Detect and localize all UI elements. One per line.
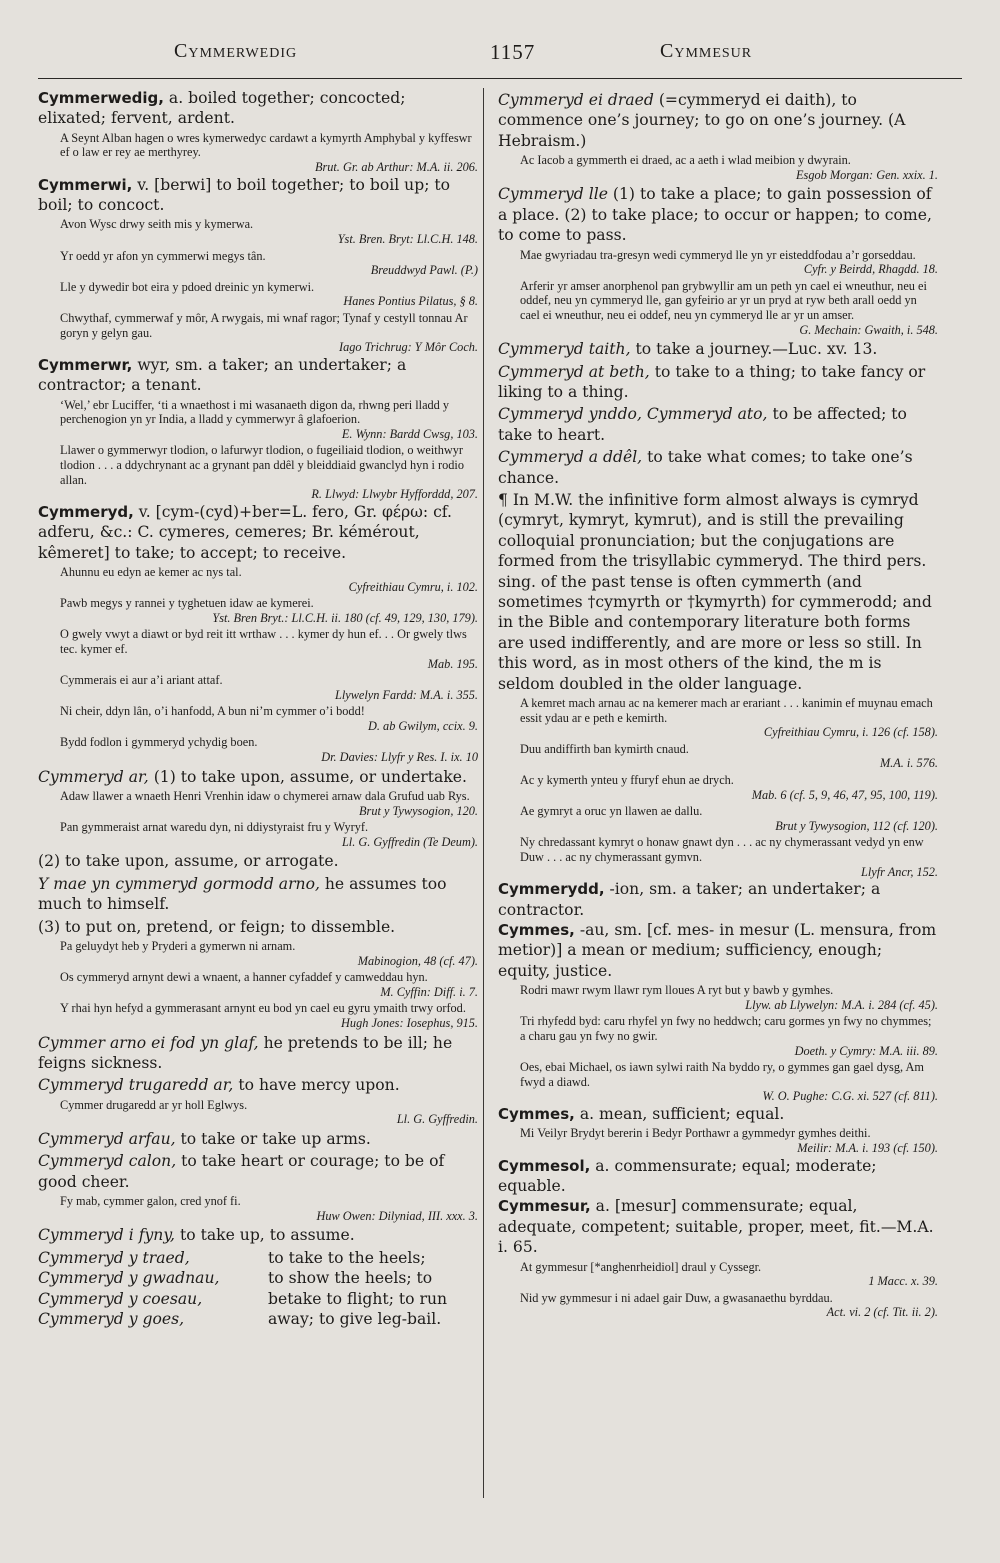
phrase: Y mae yn cymmeryd gormodd arno, (38, 874, 320, 893)
columns (38, 88, 962, 1548)
citation-text: Pan gymmeraist arnat waredu dyn, ni ddiystyraist fru y Wyryf. (60, 820, 369, 835)
citation (498, 983, 938, 1012)
citation-source: M.A. i. 576. (879, 756, 938, 771)
phrase-definition: to be affected; to take to heart. (498, 405, 907, 444)
citation (38, 311, 478, 355)
citation-text: Ae gymryt a oruc yn llawen ae dallu. (520, 804, 703, 819)
synonym-brace-group (38, 1248, 478, 1330)
phrase: Cymmeryd a ddêl, (498, 448, 643, 467)
phrase-definition: (1) to take upon, assume, or undertake. (148, 767, 467, 786)
citation (38, 280, 478, 309)
citation-text: A Seynt Alban hagen o wres kymerwedyc cardawt a kymyrth Amphybal y kyffeswr ef o law er rey ae merthyrey. (60, 130, 472, 160)
citation-text: Rodri mawr rwym llawr rym lloues A ryt but y bawb y gymhes. (520, 983, 834, 998)
citation-text: Yr oedd yr afon yn cymmerwi megys tân. (60, 248, 266, 263)
citation-source: Iago Trichrug: Y Môr Coch. (338, 340, 478, 355)
citation-source: Meilir: M.A. i. 193 (cf. 150). (797, 1141, 938, 1155)
citation (498, 1291, 938, 1320)
citation-source: Llywelyn Fardd: M.A. i. 355. (335, 687, 478, 702)
citation (498, 804, 938, 833)
phrase: Cymmer arno ei fod yn glaf, (38, 1033, 259, 1052)
citation-source: Brut y Tywysogion, 120. (359, 803, 478, 818)
phrase: Cymmeryd i fyny, (38, 1226, 176, 1245)
citation-source: Mabinogion, 48 (cf. 47). (357, 953, 478, 968)
column-divider (483, 88, 484, 1498)
sub-sense (38, 917, 478, 937)
phrase: Cymmeryd calon, (38, 1152, 177, 1171)
citation-text: Ac y kymerth ynteu y ffuryf ehun ae drych. (520, 773, 734, 788)
citation (38, 627, 478, 671)
citation-text: Fy mab, cymmer galon, cred ynof fi. (60, 1194, 241, 1209)
citation-text: Arferir yr amser anorphenol pan grybwyllir am un peth yn cael ei wneuthur, neu ei oddef, neu yn cymmeryd lle, gan gyfeirio ar yr un pryd at ryw beth arall oedd yn cael ei wneuthur, neu ei oddef, neu yn cymmeryd lle ar yr un amser. (520, 278, 927, 322)
phrase-definition: to take heart or courage; to be of good cheer. (38, 1152, 445, 1191)
citation-text: Chwythaf, cymmerwaf y môr, A rwygais, mi wnaf ragor; Tynaf y cestyll tonnau Ar goryn y gelyn gau. (60, 310, 468, 340)
sub-sense (38, 1151, 478, 1192)
phrase-definition: ¶ In M.W. the infinitive form almost always is cymryd (cymryt, kymryt, kymrut), and is still the prevailing colloquial pronunciation; but the conjugations are formed from the trisyllabic cymmeryd. The third pers. sing. of the past tense is often cymmerth (and sometimes †cymyrth or †kymyrth) for cymmerodd; and in the Bible and contemporary literature both forms are used indifferently, and are more or less so still. In this word, as in most others of the kind, the m is seldom doubled in the older language. (498, 491, 932, 693)
entry-definition: a. boiled together; concocted; elixated; fervent, ardent. (38, 89, 406, 128)
citation (498, 1260, 938, 1289)
phrase-definition: he assumes too much to himself. (38, 874, 447, 914)
headword: Cymmesol, (498, 1156, 591, 1175)
citation-source: M. Cyffin: Diff. i. 7. (380, 984, 478, 999)
citation-text: Lle y dywedir bot eira y pdoed dreinic yn kymerwi. (60, 279, 315, 294)
citation (498, 279, 938, 337)
citation-text: ‘Wel,’ ebr Luciffer, ‘ti a wnaethost i mi wasanaeth digon da, rhwng peri lladd y perchenogion yn yr India, a lladd y cymmerwyr â glafoerion. (60, 397, 450, 427)
citation (38, 673, 478, 702)
citation-source: Ll. G. Gyffredin (Te Deum). (341, 834, 478, 849)
citation (38, 939, 478, 968)
page-number: 1157 (490, 40, 536, 64)
citation-text: Os cymmeryd arnynt dewi a wnaent, a hanner cyfaddef y camweddau hyn. (60, 970, 428, 985)
citation-text: Mi Veilyr Brydyt bererin i Bedyr Porthawr a gymmedyr gymhes deithi. (520, 1126, 871, 1141)
running-header (38, 40, 962, 70)
entry-definition: wyr, sm. a taker; an undertaker; a contractor; a tenant. (38, 355, 407, 395)
headword: Cymmerwr, (38, 355, 133, 374)
phrase-definition: to take what comes; to take one’s chance. (498, 448, 913, 487)
phrase-definition: (3) to put on, pretend, or feign; to dissemble. (38, 917, 396, 936)
citation-source: Cyfreithiau Cymru, i. 102. (348, 579, 478, 594)
entry (498, 1104, 938, 1124)
citation-text: At gymmesur [*anghenrheidiol] draul y Cyssegr. (520, 1259, 762, 1274)
left-column (38, 88, 478, 1329)
brace-phrase: Cymmeryd y traed, (38, 1248, 190, 1267)
citation-text: Tri rhyfedd byd: caru rhyfel yn fwy no heddwch; caru gormes yn fwy no chymmes; a charu gau yn fwy no gwir. (520, 1014, 932, 1044)
headword: Cymmeryd, (38, 502, 134, 521)
citation-text: Pawb megys y rannei y tyghetuen idaw ae kymerei. (60, 596, 314, 611)
citation-text: O gwely vwyt a diawt or byd reit itt wrthaw . . . kymer dy hun ef. . . Or gwely tlws tec. kymer ef. (60, 627, 467, 656)
citation-source: Esgob Morgan: Gen. xxix. 1. (796, 167, 938, 182)
entry-definition: v. [berwi] to boil together; to boil up; to boil; to concoct. (38, 175, 451, 214)
citation (38, 596, 478, 625)
citation-text: Pa geluydyt heb y Pryderi a gymerwn ni arnam. (60, 939, 296, 954)
headword: Cymmes, (498, 1105, 575, 1123)
sub-sense (38, 767, 478, 787)
brace-phrase: Cymmeryd y goes, (38, 1310, 185, 1329)
phrase-definition: (2) to take upon, assume, or arrogate. (38, 852, 339, 871)
brace-meaning-line: to show the heels; to (268, 1269, 433, 1288)
citation (38, 735, 478, 764)
citation-source: W. O. Pughe: C.G. xi. 527 (cf. 811). (762, 1089, 938, 1104)
brace-phrases (38, 1248, 258, 1330)
citation-source: Hanes Pontius Pilatus, § 8. (343, 294, 478, 309)
entry (38, 355, 478, 396)
citation-source: Brut y Tywysogion, 112 (cf. 120). (775, 818, 938, 833)
citation-text: Bydd fodlon i gymmeryd ychydig boen. (60, 735, 258, 750)
entry (498, 1156, 938, 1197)
citation-source: Llyfr Ancr, 152. (861, 864, 938, 879)
citation-source: Mab. 195. (427, 656, 478, 671)
phrase-definition: to take or take up arms. (175, 1130, 371, 1149)
citation-text: Cymmer drugaredd ar yr holl Eglwys. (60, 1097, 248, 1112)
headword: Cymmes, (498, 921, 575, 940)
citation (498, 153, 938, 182)
citation-text: Mae gwyriadau tra-gresyn wedi cymmeryd lle yn yr eisteddfodau a’r gorseddau. (520, 247, 916, 262)
citation-source: Doeth. y Cymry: M.A. iii. 89. (794, 1043, 938, 1058)
phrase: Cymmeryd lle (498, 185, 608, 204)
sub-sense (498, 404, 938, 445)
citation (38, 1194, 478, 1223)
citation (498, 773, 938, 802)
sub-sense (498, 362, 938, 403)
headword: Cymmerydd, (498, 880, 605, 899)
headword: Cymmerwi, (38, 175, 133, 194)
citation-text: Cymmerais ei aur a’i ariant attaf. (60, 673, 223, 688)
sub-sense (38, 1075, 478, 1095)
sub-sense (498, 90, 938, 151)
entry (498, 879, 938, 920)
citation (498, 1060, 938, 1104)
entry (498, 920, 938, 981)
phrase: Cymmeryd taith, (498, 340, 631, 359)
citation-source: Ll. G. Gyffredin. (396, 1112, 478, 1127)
citation-text: Ny chredassant kymryt o honaw gnawt dyn . . . ac ny chymerassant vedyd yn enw Duw . . . ac ny chymerassant gymvn. (520, 835, 924, 865)
citation (38, 1098, 478, 1127)
brace-phrase: Cymmeryd y gwadnau, (38, 1269, 220, 1288)
header-right-guideword: Cymmesur (660, 40, 753, 62)
phrase: Cymmeryd at beth, (498, 362, 650, 381)
header-left-guideword: Cymmerwedig (174, 40, 298, 62)
citation-source: Act. vi. 2 (cf. Tit. ii. 2). (826, 1305, 938, 1320)
citation-text: Llawer o gymmerwyr tlodion, o lafurwyr tlodion, o fugeiliaid tlodion, o weithwyr tlodion . . . a ddychrynant ac a grynant pan ddêl y bleiddiaid gwanclyd hyn i rodio allan. (60, 443, 464, 487)
phrase: Cymmeryd ynddo, Cymmeryd ato, (498, 405, 768, 424)
sub-sense (38, 1129, 478, 1149)
citation-source: Yst. Bren Bryt.: Ll.C.H. ii. 180 (cf. 49, 129, 130, 179). (212, 610, 478, 625)
phrase-definition: (1) to take a place; to gain possession of a place. (2) to take place; to occur or happen; to come, to come to pass. (498, 185, 932, 245)
phrase: Cymmeryd ar, (38, 767, 149, 786)
phrase: Cymmeryd arfau, (38, 1130, 176, 1149)
citation-text: Avon Wysc drwy seith mis y kymerwa. (60, 217, 254, 232)
entry (38, 502, 478, 563)
entry-definition: -au, sm. [cf. mes- in mesur (L. mensura, from metior)] a mean or medium; sufficiency, enough; equity, justice. (498, 921, 937, 980)
brace-meaning-line: betake to flight; to run (268, 1289, 448, 1308)
entry (498, 1196, 938, 1257)
citation-source: Cyfr. y Beirdd, Rhagdd. 18. (803, 262, 938, 277)
phrase-definition: to take a journey.—Luc. xv. 13. (630, 340, 878, 359)
brace-meaning-line: to take to the heels; (268, 1248, 426, 1267)
citation (38, 398, 478, 442)
citation (38, 789, 478, 818)
citation-source: Llyw. ab Llywelyn: M.A. i. 284 (cf. 45). (745, 997, 938, 1012)
citation-source: R. Llwyd: Llwybr Hyfforddd, 207. (311, 487, 478, 502)
entry (38, 88, 478, 129)
sub-sense (498, 447, 938, 488)
citation-source: Breuddwyd Pawl. (P.) (370, 263, 478, 278)
entry-definition: -ion, sm. a taker; an undertaker; a contractor. (498, 880, 881, 919)
citation (498, 696, 938, 740)
entry-definition: v. [cym-(cyd)+ber=L. fero, Gr. φέρω: cf. adferu, &c.: C. cymeres, cemeres; Br. kémérout, kêmeret] to take; to accept; to receive. (38, 502, 452, 562)
citation (38, 443, 478, 501)
brace-meaning (268, 1248, 478, 1330)
header-rule (38, 78, 962, 79)
sub-sense (38, 1225, 478, 1245)
citation (38, 565, 478, 594)
citation-source: Dr. Davies: Llyfr y Res. I. ix. 10 (321, 750, 478, 765)
citation-text: A kemret mach arnau ac na kemerer mach ar erariant . . . kanimin ef muynau emach essit ydau ar e peth e kemirth. (520, 696, 933, 725)
brace-meaning-line: away; to give leg-bail. (268, 1310, 442, 1329)
entry-definition: a. commensurate; equal; moderate; equable. (498, 1156, 877, 1195)
entry (38, 175, 478, 216)
citation (38, 704, 478, 733)
phrase: Cymmeryd trugaredd ar, (38, 1076, 234, 1095)
citation (38, 820, 478, 849)
headword: Cymmerwedig, (38, 89, 164, 107)
citation-text: Ahunnu eu edyn ae kemer ac nys tal. (60, 564, 242, 579)
citation-source: D. ab Gwilym, ccix. 9. (368, 718, 478, 733)
phrase-definition: he pretends to be ill; he feigns sickness. (38, 1033, 453, 1073)
headword: Cymmesur, (498, 1197, 591, 1216)
phrase-definition: to have mercy upon. (233, 1076, 400, 1095)
citation (498, 1014, 938, 1058)
brace-phrase: Cymmeryd y coesau, (38, 1289, 203, 1308)
citation-source: E. Wynn: Bardd Cwsg, 103. (341, 426, 478, 441)
citation-text: Y rhai hyn hefyd a gymmerasant arnynt eu bod yn cael eu gyru ymaith trwy orfod. (60, 1001, 466, 1016)
phrase-definition: to take up, to assume. (175, 1226, 355, 1245)
sub-sense (498, 184, 938, 245)
right-column (498, 88, 938, 1320)
sub-sense (38, 874, 478, 915)
phrase-definition: (=cymmeryd ei daith), to commence one’s journey; to go on one’s journey. (A Hebraism.) (498, 91, 906, 150)
entry-definition: a. [mesur] commensurate; equal, adequate, competent; suitable, proper, meet, fit.—M.A. i. 65. (498, 1197, 934, 1257)
citation-source: 1 Macc. x. 39. (868, 1274, 938, 1289)
citation-text: Ac Iacob a gymmerth ei draed, ac a aeth i wlad meibion y dwyrain. (520, 153, 851, 168)
citation-text: Ni cheir, ddyn lân, o’i hanfodd, A bun ni’m cymmer o’i bodd! (60, 704, 365, 719)
citation-source: G. Mechain: Gwaith, i. 548. (799, 322, 938, 337)
citation-source: Cyfreithiau Cymru, i. 126 (cf. 158). (763, 725, 938, 740)
citation-text: Adaw llawer a wnaeth Henri Vrenhin idaw o chymerei arnaw dala Grufud uab Rys. (60, 789, 470, 804)
citation (38, 217, 478, 246)
citation-source: Brut. Gr. ab Arthur: M.A. ii. 206. (314, 160, 478, 174)
sub-sense (498, 490, 938, 694)
citation-source: Yst. Bren. Bryt: Ll.C.H. 148. (337, 232, 478, 246)
entry-definition: a. mean, sufficient; equal. (574, 1105, 785, 1123)
citation-source: Huw Owen: Dilyniad, III. xxx. 3. (316, 1208, 478, 1223)
citation (498, 248, 938, 277)
citation (38, 249, 478, 278)
citation (498, 742, 938, 771)
citation-text: Duu andiffirth ban kymirth cnaud. (520, 741, 689, 756)
sub-sense (38, 1033, 478, 1074)
phrase-definition: to take to a thing; to take fancy or liking to a thing. (498, 362, 926, 401)
citation (498, 1126, 938, 1155)
citation (498, 835, 938, 879)
sub-sense (38, 851, 478, 871)
citation (38, 970, 478, 999)
phrase: Cymmeryd ei draed (498, 91, 654, 109)
citation (38, 131, 478, 175)
citation-text: Oes, ebai Michael, os iawn sylwi raith Na byddo ry, o gymmes gan gael dysg, Am fwyd a diawd. (520, 1060, 924, 1089)
citation (38, 1001, 478, 1030)
sub-sense (498, 339, 938, 359)
citation-source: Hugh Jones: Iosephus, 915. (341, 1016, 478, 1031)
citation-text: Nid yw gymmesur i ni adael gair Duw, a gwasanaethu byrddau. (520, 1290, 833, 1305)
citation-source: Mab. 6 (cf. 5, 9, 46, 47, 95, 100, 119). (751, 787, 938, 802)
